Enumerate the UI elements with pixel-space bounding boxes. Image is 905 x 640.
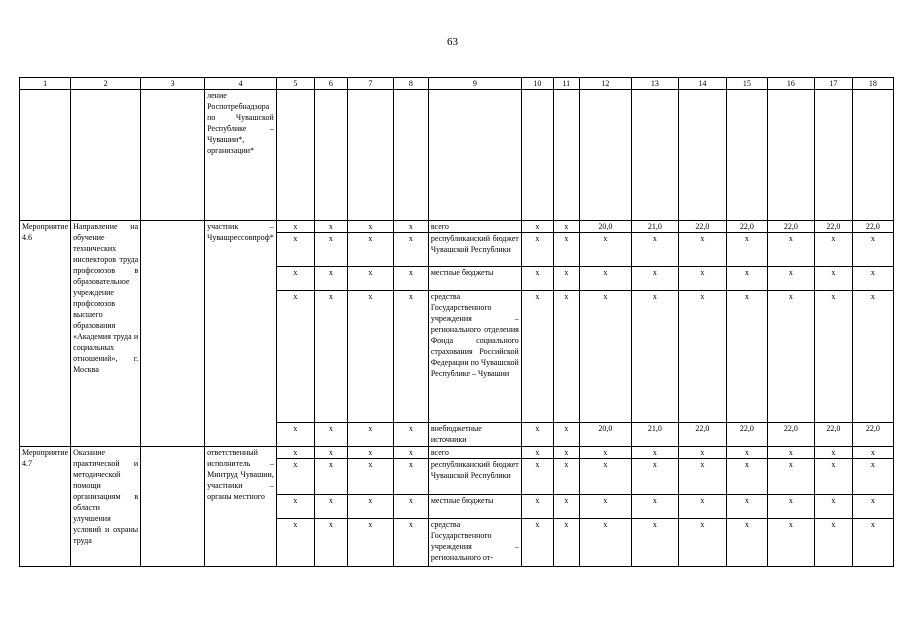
value-cell: x xyxy=(521,291,553,423)
value-cell: x xyxy=(767,519,814,567)
column-number: 13 xyxy=(631,78,678,90)
value-cell: x xyxy=(553,519,579,567)
value-cell: 22,0 xyxy=(852,221,893,233)
value-cell: x xyxy=(726,267,767,291)
value-cell: x xyxy=(314,423,347,447)
funding-source: местные бюджеты xyxy=(428,495,521,519)
value-cell: x xyxy=(631,267,678,291)
value-cell: x xyxy=(631,291,678,423)
value-cell: x xyxy=(678,459,726,495)
value-cell: x xyxy=(393,267,428,291)
value-cell: x xyxy=(521,459,553,495)
value-cell: x xyxy=(814,291,852,423)
responsible-executor: ответственный исполнитель – Минтруд Чувашии, участники – органы местного xyxy=(205,447,277,567)
value-cell: x xyxy=(579,233,631,267)
value-cell: x xyxy=(631,233,678,267)
value-cell: x xyxy=(579,519,631,567)
value-cell: x xyxy=(678,267,726,291)
value-cell: 21,0 xyxy=(631,221,678,233)
value-cell: x xyxy=(726,519,767,567)
value-cell: x xyxy=(726,291,767,423)
value-cell: x xyxy=(767,495,814,519)
value-cell: x xyxy=(347,267,393,291)
column-number: 3 xyxy=(141,78,205,90)
activity-number: Мероприятие 4.6 xyxy=(20,221,71,447)
value-cell: 20,0 xyxy=(579,221,631,233)
value-cell: x xyxy=(631,495,678,519)
value-cell: x xyxy=(814,519,852,567)
column-number: 10 xyxy=(521,78,553,90)
value-cell: x xyxy=(678,519,726,567)
column-number: 7 xyxy=(347,78,393,90)
value-cell: x xyxy=(276,519,314,567)
value-cell: x xyxy=(678,447,726,459)
value-cell: x xyxy=(767,233,814,267)
value-cell: x xyxy=(579,267,631,291)
value-cell: x xyxy=(314,519,347,567)
value-cell: x xyxy=(767,267,814,291)
activity-number: Мероприятие 4.7 xyxy=(20,447,71,567)
value-cell: x xyxy=(814,233,852,267)
value-cell: x xyxy=(579,447,631,459)
value-cell: x xyxy=(347,447,393,459)
value-cell: x xyxy=(521,267,553,291)
value-cell: x xyxy=(852,267,893,291)
value-cell: x xyxy=(347,423,393,447)
value-cell: x xyxy=(521,519,553,567)
funding-source: республиканский бюджет Чувашской Республики xyxy=(428,233,521,267)
value-cell: x xyxy=(393,233,428,267)
empty-cell xyxy=(141,221,205,447)
activity-title: Направление на обучение технических инспекторов труда профсоюзов в образовательное учреждение профсоюзов высшего образования «Академия труда и социальных отношений», г. Москва xyxy=(71,221,141,447)
value-cell: x xyxy=(767,447,814,459)
value-cell: x xyxy=(521,221,553,233)
header-row xyxy=(20,78,894,90)
value-cell: x xyxy=(393,447,428,459)
column-number: 17 xyxy=(814,78,852,90)
value-cell: x xyxy=(276,233,314,267)
page-number: 63 xyxy=(447,36,458,48)
value-cell: x xyxy=(631,519,678,567)
value-cell: 22,0 xyxy=(814,423,852,447)
value-cell: 21,0 xyxy=(631,423,678,447)
value-cell: x xyxy=(393,519,428,567)
value-cell: x xyxy=(579,291,631,423)
value-cell: x xyxy=(521,423,553,447)
value-cell: x xyxy=(726,459,767,495)
value-cell: x xyxy=(276,267,314,291)
value-cell: x xyxy=(276,459,314,495)
value-cell: x xyxy=(393,221,428,233)
value-cell: 20,0 xyxy=(579,423,631,447)
column-number: 14 xyxy=(678,78,726,90)
value-cell: x xyxy=(347,495,393,519)
funding-source: всего xyxy=(428,221,521,233)
funding-source: местные бюджеты xyxy=(428,267,521,291)
value-cell: x xyxy=(314,291,347,423)
value-cell: x xyxy=(631,447,678,459)
value-cell: x xyxy=(852,459,893,495)
value-cell: x xyxy=(347,291,393,423)
column-number: 8 xyxy=(393,78,428,90)
value-cell: x xyxy=(276,447,314,459)
funding-row xyxy=(20,221,894,233)
column-number: 11 xyxy=(553,78,579,90)
column-number: 16 xyxy=(767,78,814,90)
value-cell: x xyxy=(852,447,893,459)
value-cell: x xyxy=(553,221,579,233)
value-cell: 22,0 xyxy=(767,221,814,233)
value-cell: 22,0 xyxy=(767,423,814,447)
value-cell: x xyxy=(314,267,347,291)
value-cell: x xyxy=(276,495,314,519)
value-cell: x xyxy=(553,267,579,291)
column-number: 15 xyxy=(726,78,767,90)
funding-row xyxy=(20,447,894,459)
value-cell: x xyxy=(678,291,726,423)
value-cell: 22,0 xyxy=(852,423,893,447)
value-cell: x xyxy=(852,495,893,519)
value-cell: x xyxy=(314,495,347,519)
value-cell: x xyxy=(347,233,393,267)
value-cell: x xyxy=(393,459,428,495)
column-number: 1 xyxy=(20,78,71,90)
value-cell: x xyxy=(553,495,579,519)
column-number: 6 xyxy=(314,78,347,90)
value-cell: x xyxy=(347,519,393,567)
value-cell: x xyxy=(767,459,814,495)
program-table xyxy=(19,77,894,567)
funding-source: средства Государственного учреждения – регионального отделения Фонда социального страхования Российской Федерации по Чувашской Республике – Чувашии xyxy=(428,291,521,423)
funding-source: внебюджетные источники xyxy=(428,423,521,447)
value-cell: x xyxy=(393,495,428,519)
value-cell: x xyxy=(631,459,678,495)
value-cell: x xyxy=(852,291,893,423)
value-cell: x xyxy=(767,291,814,423)
column-number: 9 xyxy=(428,78,521,90)
value-cell: x xyxy=(553,233,579,267)
value-cell: x xyxy=(814,459,852,495)
value-cell: x xyxy=(678,495,726,519)
value-cell: x xyxy=(726,233,767,267)
funding-source: всего xyxy=(428,447,521,459)
value-cell: x xyxy=(314,221,347,233)
funding-source: средства Государственного учреждения – регионального от- xyxy=(428,519,521,567)
value-cell: 22,0 xyxy=(678,221,726,233)
empty-cell xyxy=(141,447,205,567)
value-cell: x xyxy=(553,447,579,459)
value-cell: 22,0 xyxy=(726,423,767,447)
value-cell: x xyxy=(276,221,314,233)
responsible-executor: участник – Чувашрессовпроф* xyxy=(205,221,277,447)
value-cell: x xyxy=(726,495,767,519)
value-cell: x xyxy=(553,423,579,447)
continuation-row xyxy=(20,90,894,221)
value-cell: x xyxy=(314,447,347,459)
column-number: 5 xyxy=(276,78,314,90)
value-cell: x xyxy=(814,447,852,459)
column-number: 2 xyxy=(71,78,141,90)
value-cell: x xyxy=(521,233,553,267)
value-cell: x xyxy=(579,495,631,519)
funding-source: республиканский бюджет Чувашской Республики xyxy=(428,459,521,495)
value-cell: x xyxy=(347,221,393,233)
column-number: 12 xyxy=(579,78,631,90)
value-cell: 22,0 xyxy=(678,423,726,447)
value-cell: x xyxy=(314,233,347,267)
value-cell: x xyxy=(393,423,428,447)
value-cell: 22,0 xyxy=(726,221,767,233)
value-cell: x xyxy=(814,495,852,519)
value-cell: x xyxy=(852,233,893,267)
value-cell: x xyxy=(579,459,631,495)
activity-title: Оказание практической и методической помощи организациям в области улучшения условий и охраны труда xyxy=(71,447,141,567)
value-cell: x xyxy=(678,233,726,267)
value-cell: x xyxy=(393,291,428,423)
value-cell: x xyxy=(276,291,314,423)
value-cell: 22,0 xyxy=(814,221,852,233)
responsible-cell: ление Роспотребнадзора по Чувашской Республике – Чувашии*, организации* xyxy=(205,90,277,221)
value-cell: x xyxy=(553,459,579,495)
value-cell: x xyxy=(521,447,553,459)
value-cell: x xyxy=(852,519,893,567)
value-cell: x xyxy=(726,447,767,459)
value-cell: x xyxy=(553,291,579,423)
value-cell: x xyxy=(314,459,347,495)
value-cell: x xyxy=(276,423,314,447)
value-cell: x xyxy=(521,495,553,519)
value-cell: x xyxy=(814,267,852,291)
column-number: 4 xyxy=(205,78,277,90)
value-cell: x xyxy=(347,459,393,495)
column-number: 18 xyxy=(852,78,893,90)
